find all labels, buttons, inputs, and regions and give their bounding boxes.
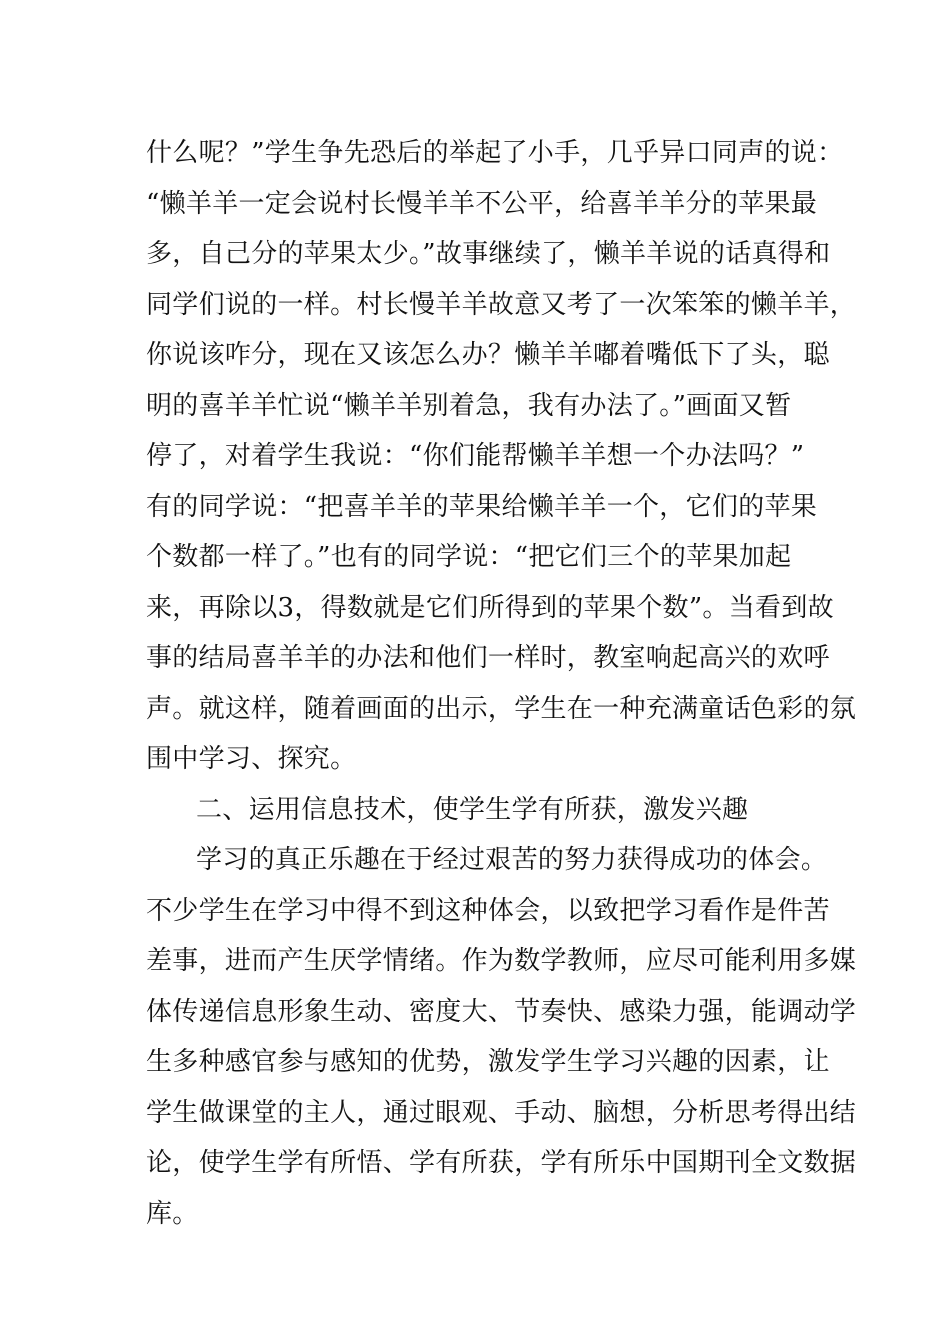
text-line: 事的结局喜羊羊的办法和他们一样时，教室响起高兴的欢呼 xyxy=(146,643,830,673)
text-line: 差事，进而产生厌学情绪。作为数学教师，应尽可能利用多媒 xyxy=(146,946,857,976)
text-line: 同学们说的一样。村长慢羊羊故意又考了一次笨笨的懒羊羊， xyxy=(146,289,857,320)
text-line: 停了，对着学生我说：“你们能帮懒羊羊想一个办法吗？” xyxy=(146,441,805,471)
text-line: 围中学习、探究。 xyxy=(146,744,357,774)
paragraph-first-line: 学习的真正乐趣在于经过艰苦的努力获得成功的体会。 xyxy=(196,845,828,875)
text-line: 学生做课堂的主人，通过眼观、手动、脑想，分析思考得出结 xyxy=(146,1097,857,1128)
text-line: 个数都一样了。”也有的同学说：“把它们三个的苹果加起 xyxy=(146,542,792,572)
text-line: 库。 xyxy=(146,1198,199,1229)
text-line: 生多种感官参与感知的优势，激发学生学习兴趣的因素，让 xyxy=(146,1047,830,1077)
text-line: 什么呢？”学生争先恐后的举起了小手，几乎异口同声的说： xyxy=(146,138,844,168)
text-line: 来，再除以3，得数就是它们所得到的苹果个数”。当看到故 xyxy=(146,592,834,623)
body-text xyxy=(146,128,857,1239)
text-line: 体传递信息形象生动、密度大、节奏快、感染力强，能调动学 xyxy=(146,996,857,1027)
text-line: 你说该咋分，现在又该怎么办？懒羊羊嘟着嘴低下了头，聪 xyxy=(146,340,830,370)
section-heading: 二、运用信息技术，使学生学有所获，激发兴趣 xyxy=(196,794,749,825)
text-line: 不少学生在学习中得不到这种体会，以致把学习看作是件苦 xyxy=(146,895,830,926)
text-line: 明的喜羊羊忙说“懒羊羊别着急，我有办法了。”画面又暂 xyxy=(146,390,792,421)
text-line: 有的同学说：“把喜羊羊的苹果给懒羊羊一个，它们的苹果 xyxy=(146,491,818,522)
text-line: “懒羊羊一定会说村长慢羊羊不公平，给喜羊羊分的苹果最 xyxy=(146,188,818,219)
text-line: 论，使学生学有所悟、学有所获，学有所乐中国期刊全文数据 xyxy=(146,1148,857,1178)
text-line: 多，自己分的苹果太少。”故事继续了，懒羊羊说的话真得和 xyxy=(146,239,831,269)
text-line: 声。就这样，随着画面的出示，学生在一种充满童话色彩的氛 xyxy=(146,693,857,724)
